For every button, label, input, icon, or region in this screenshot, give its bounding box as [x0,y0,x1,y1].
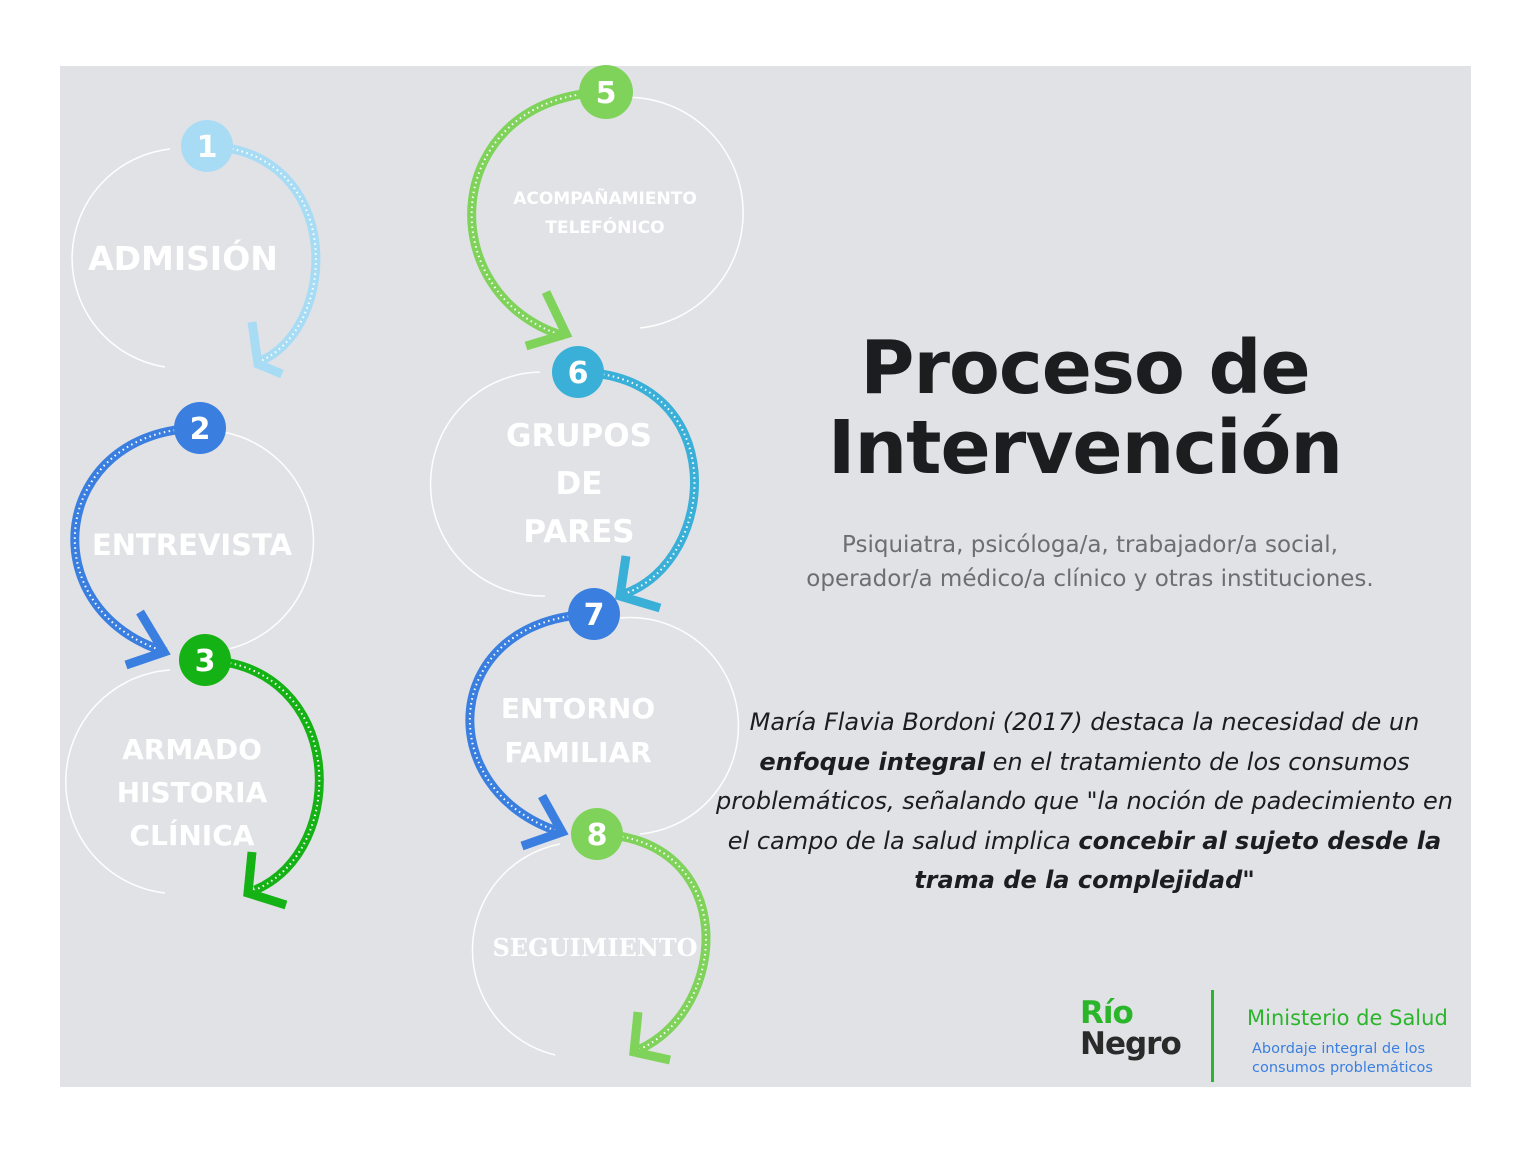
badge-1 [181,120,233,172]
step-label-line: SEGUIMIENTO [492,933,698,962]
step-label-7 [501,692,655,769]
step-label-1 [88,238,278,278]
circle-outline-6 [431,372,545,596]
logo-divider [1211,990,1214,1082]
quote-part-2: en el tratamiento de los consumos problemáticos, señalando que "la noción de padecimiento en el campo de la salud implica [716,747,1453,855]
quote-part-1: María Flavia Bordoni (2017) destaca la necesidad de un [749,708,1420,736]
step-label-2 [92,528,293,562]
step-number-5: 5 [595,76,617,111]
step-number-7: 7 [583,598,605,633]
title-line-1: Proceso de [860,325,1310,411]
arrow-7 [470,614,594,846]
logo-negro: Negro [1080,1026,1181,1062]
step-label-line: DE [555,466,603,502]
step-label-line: TELEFÓNICO [545,218,665,238]
logo-rio: Río [1080,995,1133,1031]
badge-7 [568,588,620,640]
quote-paragraph [712,703,1457,901]
ministry-logo [1072,990,1472,1090]
badge-5 [579,65,633,119]
step-label-line: PARES [523,514,635,550]
step-label-line: GRUPOS [506,418,652,454]
step-label-3 [117,733,268,852]
step-label-line: ENTORNO [500,692,656,725]
badge-3 [179,634,231,686]
step-number-2: 2 [189,412,211,447]
tagline-line-2: consumos problemáticos [1252,1060,1433,1076]
step-label-line: ACOMPAÑAMIENTO [513,189,697,209]
team-subtitle [730,528,1450,596]
step-label-line: ENTREVISTA [91,528,293,562]
rio-negro-logo [1080,995,1181,1062]
circle-outline-5 [615,97,743,328]
subtitle-line-2: operador/a médico/a clínico y otras instituciones. [806,566,1374,592]
ministry-tagline [1252,1040,1433,1078]
step-number-1: 1 [196,130,218,165]
title-line-2: Intervención [827,405,1343,491]
quote-bold-2: concebir al sujeto desde la trama de la complejidad" [914,826,1442,894]
badge-8 [571,808,623,860]
step-label-6 [506,418,652,550]
ministry-name: Ministerio de Salud [1247,1006,1448,1030]
step-label-line: FAMILIAR [504,736,652,769]
page-title [790,325,1380,491]
quote-bold-1: enfoque integral [759,747,986,776]
badge-6 [552,346,604,398]
step-label-8 [492,933,697,962]
step-label-line: CLÍNICA [129,819,255,852]
step-number-3: 3 [194,644,216,679]
step-label-line: ARMADO [122,733,262,766]
badge-2 [174,402,226,454]
step-label-5 [513,186,697,238]
step-number-6: 6 [567,356,589,391]
step-label-line: HISTORIA [116,776,268,809]
step-label-line: ADMISIÓN [88,239,278,278]
step-number-8: 8 [586,818,608,853]
subtitle-line-1: Psiquiatra, psicóloga/a, trabajador/a social, [842,532,1338,558]
tagline-line-1: Abordaje integral de los [1252,1041,1426,1057]
